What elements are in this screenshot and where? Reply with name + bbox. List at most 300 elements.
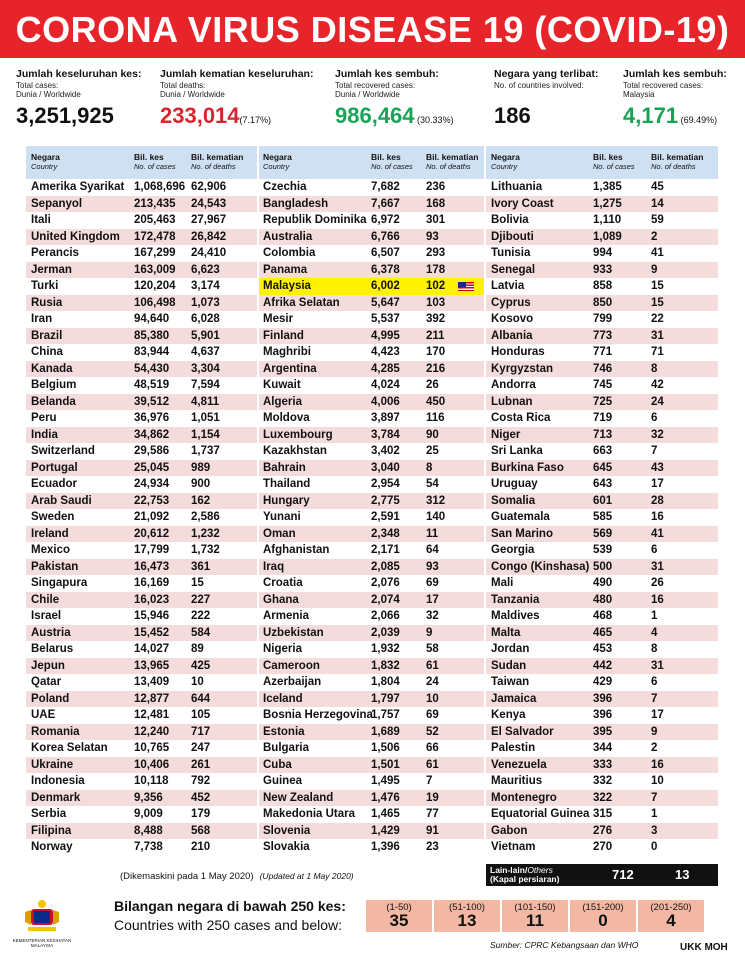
case-count: 663 bbox=[593, 445, 613, 457]
table-row bbox=[259, 278, 484, 295]
death-count: 61 bbox=[426, 659, 439, 672]
table-row bbox=[486, 278, 718, 295]
total-deaths-block bbox=[160, 68, 313, 135]
country-name: Iceland bbox=[263, 692, 303, 705]
table-row bbox=[259, 691, 484, 708]
death-count: 14 bbox=[651, 197, 664, 210]
case-count: 13,409 bbox=[134, 676, 170, 688]
country-name: Vietnam bbox=[491, 841, 536, 853]
case-count: 36,976 bbox=[134, 412, 170, 424]
case-count: 333 bbox=[593, 758, 613, 771]
country-name: Bosnia Herzegovina bbox=[263, 709, 373, 721]
table-row bbox=[259, 773, 484, 790]
death-count: 162 bbox=[191, 494, 211, 507]
malaysia-recovered-sub: Total recovered cases: bbox=[623, 81, 704, 90]
table-row bbox=[259, 493, 484, 510]
table-row bbox=[26, 179, 257, 196]
table-row bbox=[26, 658, 257, 675]
country-name: Iraq bbox=[263, 560, 285, 573]
death-count: 42 bbox=[651, 379, 664, 391]
table-row bbox=[26, 509, 257, 526]
country-name: Tunisia bbox=[491, 247, 531, 259]
table-row bbox=[26, 427, 257, 444]
country-name: San Marino bbox=[491, 527, 553, 540]
death-count: 116 bbox=[426, 412, 445, 424]
table-row bbox=[259, 328, 484, 345]
table-row bbox=[26, 691, 257, 708]
table-row bbox=[26, 245, 257, 262]
table-row bbox=[259, 311, 484, 328]
table-row bbox=[486, 592, 718, 609]
total-cases-block bbox=[16, 68, 141, 131]
table-row bbox=[486, 361, 718, 378]
country-name: Jordan bbox=[491, 643, 530, 655]
case-count: 773 bbox=[593, 329, 613, 342]
table-row bbox=[486, 757, 718, 774]
table-row bbox=[26, 806, 257, 823]
death-count: 3 bbox=[651, 824, 658, 837]
table-row bbox=[486, 311, 718, 328]
case-count: 16,473 bbox=[134, 560, 170, 573]
country-name: Congo (Kinshasa) bbox=[491, 560, 590, 573]
death-count: 15 bbox=[191, 577, 204, 589]
country-name: New Zealand bbox=[263, 791, 334, 804]
country-name: Kosovo bbox=[491, 313, 534, 325]
death-count: 28 bbox=[651, 494, 664, 507]
table-rows bbox=[259, 179, 484, 856]
case-count: 10,406 bbox=[134, 758, 170, 771]
country-name: United Kingdom bbox=[31, 230, 120, 243]
table-row bbox=[259, 509, 484, 526]
country-table-column-3 bbox=[486, 146, 718, 862]
case-count: 276 bbox=[593, 824, 613, 837]
table-row bbox=[486, 394, 718, 411]
case-count: 9,356 bbox=[134, 791, 163, 804]
death-count: 0 bbox=[651, 841, 658, 853]
country-name: Palestin bbox=[491, 742, 536, 754]
death-count: 222 bbox=[191, 610, 211, 622]
death-count: 140 bbox=[426, 511, 446, 523]
death-count: 450 bbox=[426, 395, 446, 408]
table-row bbox=[26, 625, 257, 642]
table-row bbox=[259, 377, 484, 394]
country-name: Ghana bbox=[263, 593, 299, 606]
death-count: 452 bbox=[191, 791, 211, 804]
case-count: 2,085 bbox=[371, 560, 400, 573]
country-name: Belarus bbox=[31, 643, 74, 655]
case-count: 24,934 bbox=[134, 478, 170, 490]
death-count: 91 bbox=[426, 824, 439, 837]
table-row bbox=[486, 526, 718, 543]
summary-bar bbox=[0, 64, 745, 139]
country-name: El Salvador bbox=[491, 725, 554, 738]
death-count: 7 bbox=[426, 775, 433, 787]
table-row bbox=[26, 526, 257, 543]
country-name: Portugal bbox=[31, 461, 78, 474]
table-row bbox=[26, 328, 257, 345]
case-count: 83,944 bbox=[134, 346, 170, 358]
country-name: Maghribi bbox=[263, 346, 311, 358]
case-count: 858 bbox=[593, 280, 613, 292]
case-count: 16,023 bbox=[134, 593, 170, 606]
case-count: 2,171 bbox=[371, 544, 400, 556]
death-count: 179 bbox=[191, 808, 211, 820]
country-name: Denmark bbox=[31, 791, 81, 804]
country-name: Guinea bbox=[263, 775, 302, 787]
case-count: 6,972 bbox=[371, 214, 400, 226]
death-count: 71 bbox=[651, 346, 664, 358]
country-name: Bangladesh bbox=[263, 197, 329, 210]
table-row bbox=[486, 460, 718, 477]
case-count: 429 bbox=[593, 676, 613, 688]
death-count: 236 bbox=[426, 181, 446, 193]
country-name: Kenya bbox=[491, 709, 526, 721]
death-count: 4,637 bbox=[191, 346, 220, 358]
country-name: Lithuania bbox=[491, 181, 543, 193]
country-name: Guatemala bbox=[491, 511, 550, 523]
table-row bbox=[486, 295, 718, 312]
table-row bbox=[486, 179, 718, 196]
case-count: 719 bbox=[593, 412, 613, 424]
table-row bbox=[486, 608, 718, 625]
case-count: 746 bbox=[593, 362, 613, 375]
death-count: 22 bbox=[651, 313, 664, 325]
death-count: 6 bbox=[651, 412, 658, 424]
death-count: 62,906 bbox=[191, 181, 227, 193]
country-name: Montenegro bbox=[491, 791, 557, 804]
table-row bbox=[486, 410, 718, 427]
case-count: 850 bbox=[593, 296, 613, 309]
country-name: Malaysia bbox=[263, 280, 311, 292]
table-row bbox=[26, 311, 257, 328]
recovered-scope: Dunia / Worldwide bbox=[335, 90, 400, 99]
case-count: 1,110 bbox=[593, 214, 622, 226]
table-row bbox=[259, 757, 484, 774]
case-count: 585 bbox=[593, 511, 613, 523]
case-count: 5,537 bbox=[371, 313, 400, 325]
death-count: 93 bbox=[426, 560, 439, 573]
country-name: Singapura bbox=[31, 577, 88, 589]
range-box: (201-250) 4 bbox=[638, 900, 704, 932]
table-row bbox=[26, 559, 257, 576]
death-count: 1 bbox=[651, 610, 658, 622]
case-count: 1,797 bbox=[371, 692, 400, 705]
table-row bbox=[259, 245, 484, 262]
death-count: 16 bbox=[651, 511, 664, 523]
malaysia-recovered-scope: Malaysia bbox=[623, 90, 655, 99]
case-count: 22,753 bbox=[134, 494, 170, 507]
death-count: 26,842 bbox=[191, 230, 227, 243]
death-count: 6 bbox=[651, 676, 658, 688]
case-count: 601 bbox=[593, 494, 613, 507]
death-count: 24 bbox=[426, 676, 439, 688]
death-count: 8 bbox=[426, 461, 433, 474]
range-box: (101-150) 11 bbox=[502, 900, 568, 932]
country-name: Perancis bbox=[31, 247, 79, 259]
country-name: Mesir bbox=[263, 313, 294, 325]
country-name: Armenia bbox=[263, 610, 310, 622]
case-count: 1,396 bbox=[371, 841, 400, 853]
table-row bbox=[26, 493, 257, 510]
country-name: Costa Rica bbox=[491, 412, 551, 424]
death-count: 1,232 bbox=[191, 527, 220, 540]
death-count: 24,543 bbox=[191, 197, 227, 210]
case-count: 6,002 bbox=[371, 280, 400, 292]
table-row bbox=[26, 460, 257, 477]
country-name: Turki bbox=[31, 280, 59, 292]
country-name: Slovenia bbox=[263, 824, 311, 837]
others-sub: (Kapal persiaran) bbox=[490, 874, 560, 884]
malaysia-recovered-pct: (69.49%) bbox=[680, 115, 718, 125]
country-name: Bahrain bbox=[263, 461, 306, 474]
death-count: 10 bbox=[426, 692, 439, 705]
country-name: Filipina bbox=[31, 824, 72, 837]
others-label: Lain-lain/ bbox=[490, 865, 528, 875]
death-count: 361 bbox=[191, 560, 211, 573]
case-count: 4,285 bbox=[371, 362, 400, 375]
table-header: Negara Country Bil. kes No. of cases Bil. kematian No. of deaths bbox=[486, 146, 718, 179]
country-name: Norway bbox=[31, 841, 73, 853]
death-count: 9 bbox=[651, 263, 658, 276]
table-row bbox=[486, 790, 718, 807]
country-name: Arab Saudi bbox=[31, 494, 92, 507]
country-name: Ukraine bbox=[31, 758, 74, 771]
table-row bbox=[26, 790, 257, 807]
case-count: 4,006 bbox=[371, 395, 400, 408]
country-name: Venezuela bbox=[491, 758, 547, 771]
case-count: 2,076 bbox=[371, 577, 400, 589]
death-count: 6,623 bbox=[191, 263, 220, 276]
table-row bbox=[259, 196, 484, 213]
table-row bbox=[26, 641, 257, 658]
case-count: 48,519 bbox=[134, 379, 170, 391]
range-box: (51-100) 13 bbox=[434, 900, 500, 932]
table-row bbox=[259, 559, 484, 576]
table-row bbox=[26, 361, 257, 378]
table-row bbox=[26, 443, 257, 460]
death-count: 69 bbox=[426, 577, 439, 589]
case-count: 14,027 bbox=[134, 643, 170, 655]
death-count: 5,901 bbox=[191, 329, 220, 342]
country-name: Afghanistan bbox=[263, 544, 330, 556]
country-name: Jerman bbox=[31, 263, 72, 276]
source-note: Sumber: CPRC Kebangsaan dan WHO bbox=[490, 940, 639, 950]
case-count: 1,804 bbox=[371, 676, 400, 688]
country-name: Somalia bbox=[491, 494, 536, 507]
table-row bbox=[259, 790, 484, 807]
country-name: Finland bbox=[263, 329, 304, 342]
case-count: 1,506 bbox=[371, 742, 400, 754]
death-count: 3,304 bbox=[191, 362, 220, 375]
country-name: Georgia bbox=[491, 544, 535, 556]
country-name: Kanada bbox=[31, 362, 73, 375]
death-count: 45 bbox=[651, 181, 664, 193]
death-count: 261 bbox=[191, 758, 211, 771]
death-count: 61 bbox=[426, 758, 439, 771]
case-count: 8,488 bbox=[134, 824, 163, 837]
table-row bbox=[259, 806, 484, 823]
case-count: 94,640 bbox=[134, 313, 170, 325]
table-row bbox=[26, 773, 257, 790]
table-row bbox=[26, 740, 257, 757]
table-row bbox=[486, 839, 718, 856]
table-row bbox=[259, 410, 484, 427]
country-name: Gabon bbox=[491, 824, 528, 837]
country-name: Pakistan bbox=[31, 560, 79, 573]
case-count: 12,877 bbox=[134, 692, 170, 705]
country-name: Moldova bbox=[263, 412, 310, 424]
case-count: 1,385 bbox=[593, 181, 622, 193]
countries-sub: No. of countries involved: bbox=[494, 81, 584, 90]
table-row bbox=[259, 823, 484, 840]
table-row bbox=[26, 724, 257, 741]
country-name: Kuwait bbox=[263, 379, 301, 391]
table-row bbox=[486, 212, 718, 229]
case-count: 442 bbox=[593, 659, 613, 672]
table-row bbox=[26, 476, 257, 493]
table-row bbox=[486, 493, 718, 510]
table-row bbox=[259, 179, 484, 196]
death-count: 10 bbox=[191, 676, 204, 688]
case-count: 725 bbox=[593, 395, 613, 408]
death-count: 392 bbox=[426, 313, 446, 325]
death-count: 989 bbox=[191, 461, 211, 474]
country-name: Jamaica bbox=[491, 692, 537, 705]
country-name: Latvia bbox=[491, 280, 525, 292]
country-name: Malta bbox=[491, 626, 521, 639]
case-count: 7,682 bbox=[371, 181, 400, 193]
table-row bbox=[26, 674, 257, 691]
death-count: 89 bbox=[191, 643, 204, 655]
death-count: 584 bbox=[191, 626, 211, 639]
country-name: Bolivia bbox=[491, 214, 529, 226]
table-row bbox=[26, 707, 257, 724]
death-count: 178 bbox=[426, 263, 446, 276]
case-count: 15,452 bbox=[134, 626, 170, 639]
death-count: 247 bbox=[191, 742, 211, 754]
country-name: Korea Selatan bbox=[31, 742, 108, 754]
case-count: 6,378 bbox=[371, 263, 400, 276]
country-name: Cyprus bbox=[491, 296, 531, 309]
country-name: Ecuador bbox=[31, 478, 78, 490]
countries-block bbox=[494, 68, 598, 131]
death-count: 25 bbox=[426, 445, 439, 457]
table-row bbox=[486, 542, 718, 559]
case-count: 2,348 bbox=[371, 527, 400, 540]
total-deaths-sub: Total deaths: bbox=[160, 81, 206, 90]
death-count: 168 bbox=[426, 197, 446, 210]
country-name: Belgium bbox=[31, 379, 77, 391]
death-count: 64 bbox=[426, 544, 439, 556]
case-count: 85,380 bbox=[134, 329, 170, 342]
death-count: 301 bbox=[426, 214, 446, 226]
country-name: Czechia bbox=[263, 181, 307, 193]
country-name: Ireland bbox=[31, 527, 69, 540]
death-count: 6 bbox=[651, 544, 658, 556]
others-row bbox=[486, 864, 718, 886]
country-name: Senegal bbox=[491, 263, 536, 276]
case-count: 12,481 bbox=[134, 709, 170, 721]
case-count: 213,435 bbox=[134, 197, 176, 210]
country-name: China bbox=[31, 346, 63, 358]
table-row bbox=[486, 823, 718, 840]
recovered-block bbox=[335, 68, 454, 135]
case-count: 1,757 bbox=[371, 709, 400, 721]
case-count: 6,766 bbox=[371, 230, 400, 243]
country-name: Jepun bbox=[31, 659, 65, 672]
table-row bbox=[259, 394, 484, 411]
table-rows bbox=[486, 179, 718, 856]
table-row bbox=[259, 839, 484, 856]
case-count: 25,045 bbox=[134, 461, 170, 474]
case-count: 490 bbox=[593, 577, 613, 589]
death-count: 52 bbox=[426, 725, 439, 738]
death-count: 9 bbox=[651, 725, 658, 738]
case-count: 322 bbox=[593, 791, 613, 804]
death-count: 43 bbox=[651, 461, 664, 474]
case-count: 643 bbox=[593, 478, 613, 490]
case-count: 21,092 bbox=[134, 511, 170, 523]
country-name: Maldives bbox=[491, 610, 540, 622]
case-count: 4,024 bbox=[371, 379, 400, 391]
death-count: 2,586 bbox=[191, 511, 220, 523]
country-name: UAE bbox=[31, 709, 56, 721]
table-row bbox=[486, 196, 718, 213]
country-name: Kyrgyzstan bbox=[491, 362, 553, 375]
case-count: 120,204 bbox=[134, 280, 176, 292]
death-count: 31 bbox=[651, 329, 664, 342]
table-row bbox=[259, 707, 484, 724]
table-row bbox=[259, 542, 484, 559]
malaysia-flag-icon bbox=[458, 282, 474, 291]
country-name: Uruguay bbox=[491, 478, 538, 490]
table-row bbox=[259, 443, 484, 460]
death-count: 900 bbox=[191, 478, 211, 490]
table-row bbox=[26, 542, 257, 559]
case-count: 539 bbox=[593, 544, 613, 556]
moh-crest-logo bbox=[22, 898, 62, 934]
death-count: 293 bbox=[426, 247, 446, 259]
death-count: 8 bbox=[651, 362, 658, 375]
country-name: Nigeria bbox=[263, 643, 302, 655]
death-count: 170 bbox=[426, 346, 446, 358]
recovered-value: 986,464 bbox=[335, 103, 415, 128]
table-row bbox=[486, 245, 718, 262]
country-name: Rusia bbox=[31, 296, 63, 309]
death-count: 312 bbox=[426, 494, 446, 507]
death-count: 66 bbox=[426, 742, 439, 754]
death-count: 23 bbox=[426, 841, 439, 853]
death-count: 6,028 bbox=[191, 313, 220, 325]
death-count: 15 bbox=[651, 296, 664, 309]
death-count: 10 bbox=[651, 775, 664, 787]
case-count: 17,799 bbox=[134, 544, 170, 556]
table-header: Negara Country Bil. kes No. of cases Bil. kematian No. of deaths bbox=[259, 146, 484, 179]
death-count: 7 bbox=[651, 791, 658, 804]
case-count: 5,647 bbox=[371, 296, 400, 309]
country-name: Chile bbox=[31, 593, 60, 606]
country-name: Colombia bbox=[263, 247, 316, 259]
country-name: Croatia bbox=[263, 577, 303, 589]
below-line1: Bilangan negara di bawah 250 kes: bbox=[114, 898, 346, 914]
country-name: Brazil bbox=[31, 329, 63, 342]
table-row bbox=[486, 377, 718, 394]
table-row bbox=[486, 229, 718, 246]
case-count: 1,429 bbox=[371, 824, 400, 837]
range-box: (1-50) 35 bbox=[366, 900, 432, 932]
death-count: 1,073 bbox=[191, 296, 220, 309]
table-row bbox=[486, 443, 718, 460]
